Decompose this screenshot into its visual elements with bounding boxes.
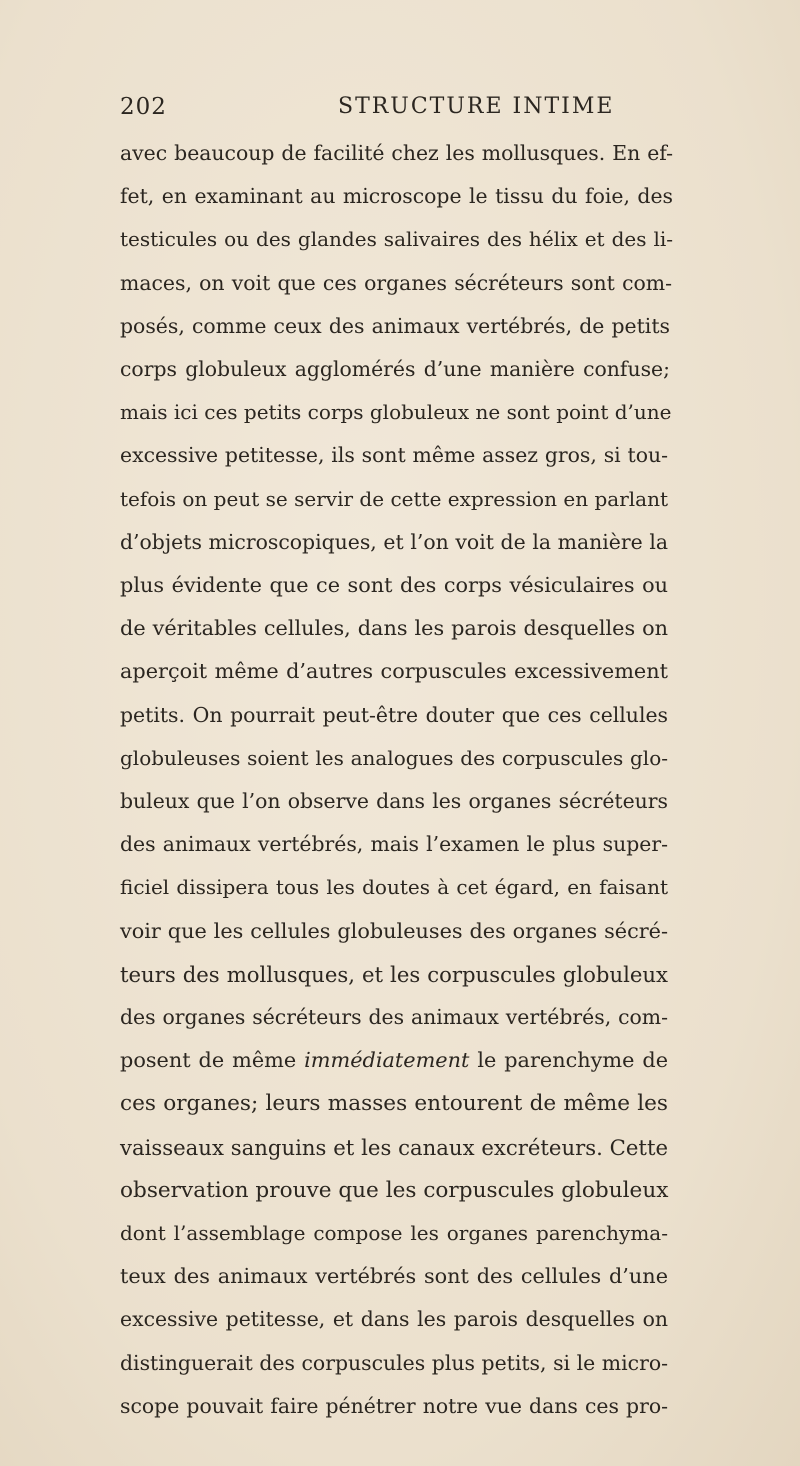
text-line: de véritables cellules, dans les parois desquelles on [120,616,668,641]
text-line: corps globuleux agglomérés d’une manière confuse; [120,357,670,381]
italic-word: immédiatement [304,1048,470,1073]
text-line: observation prouve que les corpuscules globuleux [120,1177,669,1203]
text-line: mais ici ces petits corps globuleux ne sont point d’une [120,400,672,425]
text-line: des organes sécréteurs des animaux vertébrés, com- [120,1005,668,1029]
text-line: ficiel dissipera tous les doutes à cet égard, en faisant [120,875,668,900]
page-number: 202 [120,94,167,120]
text-line: tefois on peut se servir de cette expression en parlant [120,486,668,511]
text-line: distinguerait des corpuscules plus petits, si le micro- [120,1350,668,1375]
text-segment: posent de même [120,1048,305,1073]
text-line: dont l’assemblage compose les organes parenchyma- [120,1221,668,1245]
text-line: avec beaucoup de facilité chez les mollusques. En ef- [120,141,673,165]
text-line: buleux que l’on observe dans les organes sécréteurs [120,789,668,813]
text-line: ces organes; leurs masses entourent de même les [120,1091,668,1117]
text-line: teux des animaux vertébrés sont des cellules d’une [120,1264,668,1289]
text-segment: le parenchyme de [469,1048,668,1073]
page-header [120,94,640,124]
text-line: testicules ou des glandes salivaires des hélix et des li- [120,227,673,252]
text-line-italic [120,1039,668,1082]
text-line: vaisseaux sanguins et les canaux excréteurs. Cette [120,1134,668,1160]
text-line: fet, en examinant au microscope le tissu du foie, des [120,184,673,209]
text-line: des animaux vertébrés, mais l’examen le plus super- [120,832,668,857]
text-line: maces, on voit que ces organes sécréteurs sont com- [120,270,672,295]
text-line: excessive petitesse, ils sont même assez gros, si tou- [120,443,668,468]
text-line: excessive petitesse, et dans les parois desquelles on [120,1307,668,1332]
text-line: voir que les cellules globuleuses des organes sécré- [120,918,668,943]
text-line: aperçoit même d’autres corpuscules excessivement [120,659,668,684]
text-line: d’objets microscopiques, et l’on voit de la manière la [120,529,668,554]
text-line: posés, comme ceux des animaux vertébrés, de petits [120,313,670,338]
text-line: teurs des mollusques, et les corpuscules globuleux [120,961,668,987]
text-line: globuleuses soient les analogues des corpuscules glo- [120,745,668,770]
text-line: petits. On pourrait peut-être douter que ces cellules [120,702,668,727]
text-line: scope pouvait faire pénétrer notre vue dans ces pro- [120,1393,668,1418]
running-head: STRUCTURE INTIME [338,94,615,119]
text-line: plus évidente que ce sont des corps vésiculaires ou [120,573,668,597]
